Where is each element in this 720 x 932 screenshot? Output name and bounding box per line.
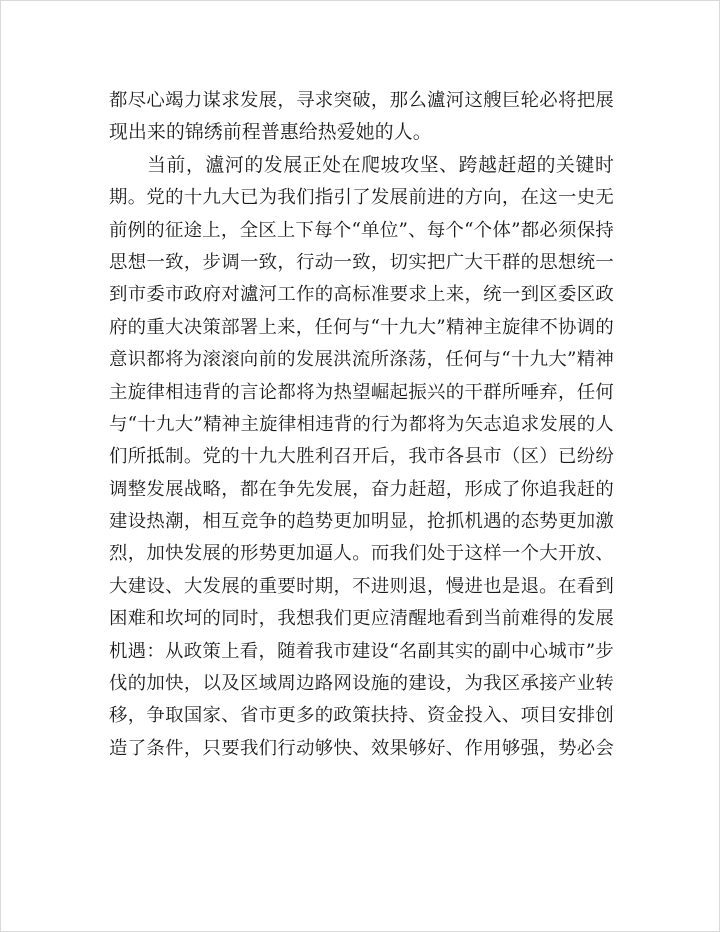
text-line: 调整发展战略，都在争先发展，奋力赶超，形成了你追我赶的 — [109, 478, 614, 500]
text-line: 造了条件，只要我们行动够快、效果够好、作用够强，势必会 — [109, 737, 614, 759]
text-line: 期。党的十九大已为我们指引了发展前进的方向，在这一史无 — [109, 187, 614, 209]
text-line: 烈，加快发展的形势更加逼人。而我们处于这样一个大开放、 — [109, 543, 614, 565]
document-body — [109, 85, 614, 765]
text-line: 意识都将为滚滚向前的发展洪流所涤荡，任何与“十九大”精神 — [109, 349, 614, 371]
text-line: 机遇：从政策上看，随着我市建设“名副其实的副中心城市”步 — [109, 640, 614, 662]
text-line: 建设热潮，相互竞争的趋势更加明显，抢抓机遇的态势更加激 — [109, 511, 614, 533]
text-line: 移，争取国家、省市更多的政策扶持、资金投入、项目安排创 — [109, 705, 614, 727]
text-line: 现出来的锦绣前程普惠给热爱她的人。 — [109, 122, 432, 144]
text-line: 们所抵制。党的十九大胜利召开后，我市各县市（区）已纷纷 — [109, 446, 614, 468]
paragraph-first-line: 当前，瀘河的发展正处在爬坡攻坚、跨越赶超的关键时 — [147, 154, 614, 176]
text-line: 困难和坎坷的同时，我想我们更应清醒地看到当前难得的发展 — [109, 608, 614, 630]
text-line: 思想一致，步调一致，行动一致，切实把广大干群的思想统一 — [109, 251, 614, 273]
text-line: 到市委市政府对瀘河工作的高标准要求上来，统一到区委区政 — [109, 284, 614, 306]
text-line: 前例的征途上，全区上下每个“单位”、每个“个体”都必须保持 — [109, 219, 614, 241]
text-line: 都尽心竭力谋求发展，寻求突破，那么瀘河这艘巨轮必将把展 — [109, 90, 614, 111]
text-line: 府的重大决策部署上来，任何与“十九大”精神主旋律不协调的 — [109, 316, 614, 338]
text-line: 大建设、大发展的重要时期，不进则退，慢进也是退。在看到 — [109, 575, 614, 597]
text-line: 主旋律相违背的言论都将为热望崛起振兴的干群所唾弃，任何 — [109, 381, 614, 403]
text-line: 伐的加快，以及区域周边路网设施的建设，为我区承接产业转 — [109, 673, 614, 695]
text-line: 与“十九大”精神主旋律相违背的行为都将为矢志追求发展的人 — [109, 413, 614, 435]
